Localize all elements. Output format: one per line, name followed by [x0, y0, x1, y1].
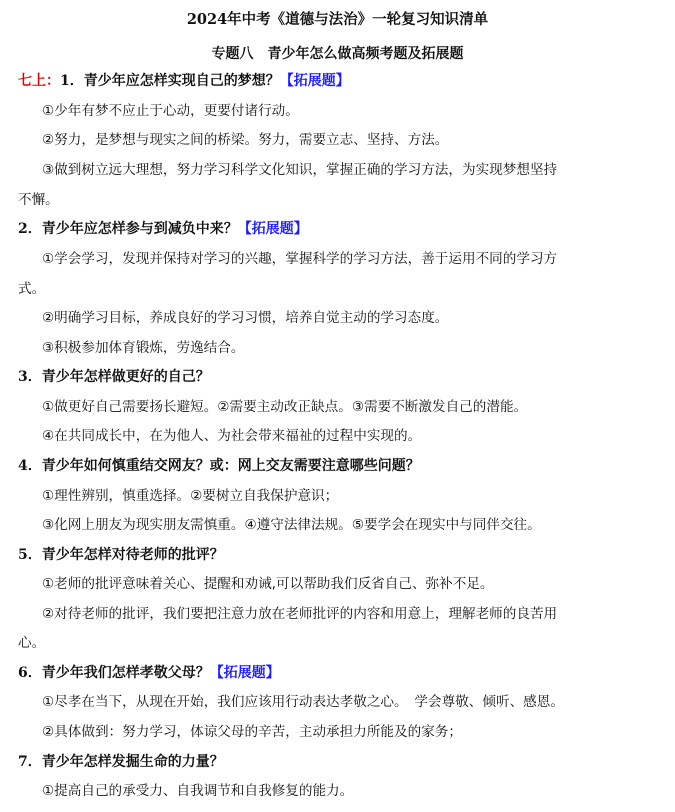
question-5: 5．青少年怎样对待老师的批评？: [18, 547, 224, 563]
section-marker: 七上：: [18, 73, 60, 89]
question-3: 3．青少年怎样做更好的自己？: [18, 369, 210, 385]
question-1-text: 1．青少年应怎样实现自己的梦想？: [60, 73, 280, 89]
question-1: [18, 71, 675, 91]
extension-tag: 【拓展题】: [209, 665, 280, 681]
answer-line: ②具体做到：努力学习，体谅父母的辛苦，主动承担力所能及的家务；: [42, 724, 462, 740]
answer-line: ①提高自己的承受力、自我调节和自我修复的能力。: [42, 783, 354, 799]
answer-line: ③化网上朋友为现实朋友需慎重。④遵守法律法规。⑤要学会在现实中与同伴交往。: [42, 517, 541, 533]
question-6: [18, 663, 675, 683]
answer-line: ①学会学习，发现并保持对学习的兴趣，掌握科学的学习方法，善于运用不同的学习方: [42, 251, 558, 267]
answer-line: ①做更好自己需要扬长避短。②需要主动改正缺点。③需要不断激发自己的潜能。: [42, 399, 528, 415]
extension-tag: 【拓展题】: [279, 73, 350, 89]
answer-line: ④在共同成长中，在为他人、为社会带来福祉的过程中实现的。: [42, 428, 422, 444]
answer-line-continuation: 心。: [18, 635, 46, 651]
answer-line: ②对待老师的批评，我们要把注意力放在老师批评的内容和用意上，理解老师的良苦用: [42, 606, 558, 622]
extension-tag: 【拓展题】: [237, 221, 308, 237]
document-subtitle: 专题八 青少年怎么做高频考题及拓展题: [211, 46, 464, 62]
answer-line-continuation: 式。: [18, 281, 46, 297]
question-4: 4．青少年如何慎重结交网友？或：网上交友需要注意哪些问题？: [18, 458, 420, 474]
answer-line: ①少年有梦不应止于心动，更要付诸行动。: [42, 103, 299, 119]
answer-line-continuation: 不懈。: [18, 192, 59, 208]
answer-line: ②努力，是梦想与现实之间的桥梁。努力，需要立志、坚持、方法。: [42, 132, 449, 148]
question-6-text: 6．青少年我们怎样孝敬父母？: [18, 665, 210, 681]
question-7: 7．青少年怎样发掘生命的力量？: [18, 754, 224, 770]
question-2: [18, 219, 675, 239]
answer-line: ③积极参加体育锻炼，劳逸结合。: [42, 340, 245, 356]
answer-line: ②明确学习目标，养成良好的学习习惯，培养自觉主动的学习态度。: [42, 310, 449, 326]
answer-line: ①理性辨别，慎重选择。②要树立自我保护意识；: [42, 488, 339, 504]
answer-line: ③做到树立远大理想，努力学习科学文化知识，掌握正确的学习方法，为实现梦想坚持: [42, 162, 558, 178]
document-title: 2024年中考《道德与法治》一轮复习知识清单: [186, 11, 489, 28]
question-2-text: 2．青少年应怎样参与到减负中来？: [18, 221, 238, 237]
answer-line: ①老师的批评意味着关心、提醒和劝诫,可以帮助我们反省自己、弥补不足。: [42, 576, 494, 592]
answer-line: ①尽孝在当下，从现在开始，我们应该用行动表达孝敬之心。 学会尊敬、倾听、感恩。: [42, 694, 564, 710]
